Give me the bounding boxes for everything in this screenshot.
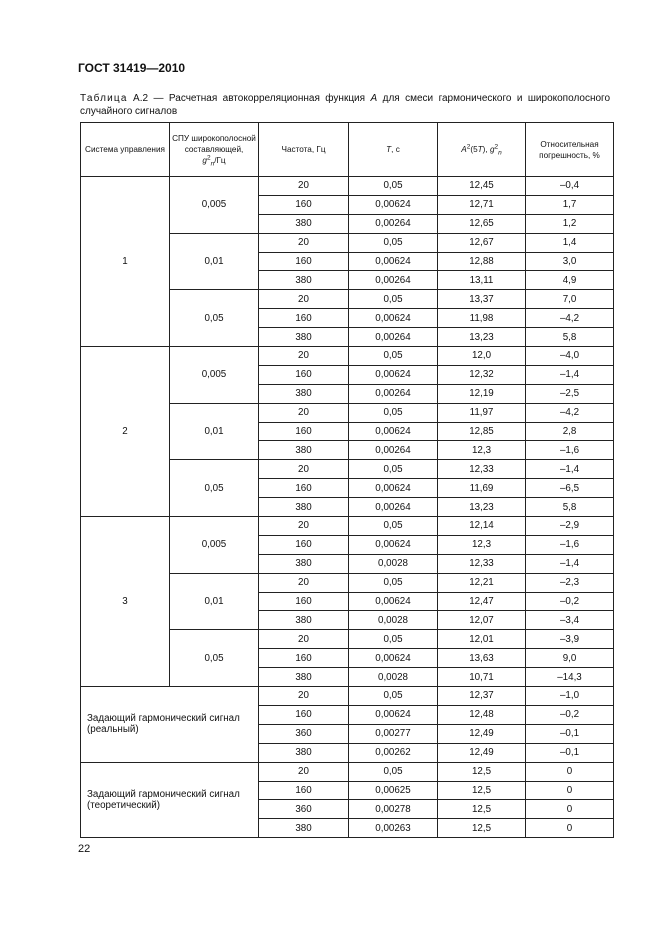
period-cell: 0,05	[349, 347, 438, 366]
table-header-row	[81, 123, 614, 177]
acf-cell: 12,67	[438, 233, 526, 252]
error-cell: 1,7	[526, 195, 614, 214]
frequency-cell: 380	[259, 441, 349, 460]
acf-cell: 12,5	[438, 781, 526, 800]
error-cell: 0	[526, 781, 614, 800]
error-cell: –3,9	[526, 630, 614, 649]
table-row	[81, 177, 614, 196]
acf-cell: 13,23	[438, 498, 526, 517]
header-acf-g-sub: n	[498, 149, 502, 157]
acf-cell: 12,33	[438, 554, 526, 573]
header-spu-text: СПУ широкополосной составляющей,	[172, 134, 256, 154]
caption-text-start: — Расчетная автокорреляционная функция	[153, 93, 366, 104]
period-cell: 0,00264	[349, 498, 438, 517]
spu-cell: 0,05	[170, 290, 259, 347]
acf-cell: 12,01	[438, 630, 526, 649]
frequency-cell: 380	[259, 214, 349, 233]
header-rel-error: Относительная погрешность, %	[526, 123, 614, 177]
frequency-cell: 380	[259, 328, 349, 347]
reference-signal-label: Задающий гармонический сигнал (реальный)	[81, 687, 259, 763]
period-cell: 0,05	[349, 233, 438, 252]
acf-cell: 12,65	[438, 214, 526, 233]
period-cell: 0,00624	[349, 535, 438, 554]
error-cell: –0,1	[526, 743, 614, 762]
acf-cell: 12,5	[438, 762, 526, 781]
acf-cell: 11,98	[438, 309, 526, 328]
acf-cell: 12,0	[438, 347, 526, 366]
table-row	[81, 762, 614, 781]
acf-cell: 11,97	[438, 403, 526, 422]
error-cell: –0,4	[526, 177, 614, 196]
period-cell: 0,00264	[349, 328, 438, 347]
period-cell: 0,05	[349, 460, 438, 479]
frequency-cell: 380	[259, 384, 349, 403]
period-cell: 0,00263	[349, 819, 438, 838]
error-cell: –2,3	[526, 573, 614, 592]
period-cell: 0,05	[349, 177, 438, 196]
frequency-cell: 360	[259, 724, 349, 743]
spu-cell: 0,05	[170, 460, 259, 517]
frequency-cell: 20	[259, 403, 349, 422]
error-cell: –0,2	[526, 705, 614, 724]
period-cell: 0,00278	[349, 800, 438, 819]
period-cell: 0,05	[349, 762, 438, 781]
acf-cell: 12,21	[438, 573, 526, 592]
period-cell: 0,00624	[349, 195, 438, 214]
header-system: Система управления	[81, 123, 170, 177]
period-cell: 0,00262	[349, 743, 438, 762]
header-acf-arg-close: ),	[482, 145, 488, 154]
frequency-cell: 20	[259, 573, 349, 592]
frequency-cell: 20	[259, 233, 349, 252]
table-row	[81, 347, 614, 366]
frequency-cell: 160	[259, 195, 349, 214]
frequency-cell: 20	[259, 630, 349, 649]
acf-cell: 12,5	[438, 800, 526, 819]
period-cell: 0,00264	[349, 271, 438, 290]
header-acf-g-sup: 2	[494, 143, 499, 151]
acf-cell: 12,49	[438, 743, 526, 762]
period-cell: 0,05	[349, 573, 438, 592]
frequency-cell: 160	[259, 535, 349, 554]
period-cell: 0,05	[349, 517, 438, 536]
frequency-cell: 20	[259, 460, 349, 479]
spu-cell: 0,005	[170, 517, 259, 574]
header-spu-sup: 2	[206, 154, 211, 162]
spu-cell: 0,05	[170, 630, 259, 687]
period-cell: 0,00624	[349, 365, 438, 384]
error-cell: –1,0	[526, 687, 614, 706]
acf-cell: 10,71	[438, 668, 526, 687]
acf-cell: 12,5	[438, 819, 526, 838]
frequency-cell: 160	[259, 649, 349, 668]
acf-cell: 12,71	[438, 195, 526, 214]
period-cell: 0,00264	[349, 441, 438, 460]
error-cell: –1,4	[526, 554, 614, 573]
frequency-cell: 380	[259, 819, 349, 838]
error-cell: –2,9	[526, 517, 614, 536]
error-cell: 3,0	[526, 252, 614, 271]
error-cell: –2,5	[526, 384, 614, 403]
header-acf-arg-symbol: T	[477, 145, 483, 154]
acf-cell: 12,32	[438, 365, 526, 384]
header-period	[349, 123, 438, 177]
document-id: ГОСТ 31419—2010	[78, 61, 186, 75]
header-period-symbol: T	[386, 145, 392, 154]
period-cell: 0,00277	[349, 724, 438, 743]
caption-label: Таблица	[80, 93, 128, 104]
acf-cell: 12,48	[438, 705, 526, 724]
frequency-cell: 160	[259, 309, 349, 328]
error-cell: 7,0	[526, 290, 614, 309]
error-cell: 4,9	[526, 271, 614, 290]
spu-cell: 0,01	[170, 233, 259, 290]
acf-cell: 12,85	[438, 422, 526, 441]
period-cell: 0,00624	[349, 422, 438, 441]
frequency-cell: 160	[259, 592, 349, 611]
frequency-cell: 160	[259, 252, 349, 271]
acf-cell: 13,63	[438, 649, 526, 668]
frequency-cell: 160	[259, 781, 349, 800]
table-row	[81, 687, 614, 706]
period-cell: 0,00624	[349, 649, 438, 668]
frequency-cell: 380	[259, 271, 349, 290]
period-cell: 0,0028	[349, 554, 438, 573]
acf-cell: 12,3	[438, 535, 526, 554]
acf-cell: 13,37	[438, 290, 526, 309]
header-spu-unit: /Гц	[214, 156, 226, 165]
acf-cell: 13,11	[438, 271, 526, 290]
error-cell: 2,8	[526, 422, 614, 441]
header-acf-symbol: A	[461, 145, 467, 154]
frequency-cell: 20	[259, 347, 349, 366]
table-caption	[80, 92, 610, 118]
header-spu	[170, 123, 259, 177]
period-cell: 0,00264	[349, 384, 438, 403]
acf-cell: 12,19	[438, 384, 526, 403]
error-cell: 0	[526, 800, 614, 819]
error-cell: –4,2	[526, 309, 614, 328]
frequency-cell: 360	[259, 800, 349, 819]
header-period-unit: , с	[391, 145, 400, 154]
acf-cell: 12,37	[438, 687, 526, 706]
system-cell: 2	[81, 347, 170, 517]
frequency-cell: 20	[259, 762, 349, 781]
frequency-cell: 160	[259, 705, 349, 724]
error-cell: –0,1	[526, 724, 614, 743]
header-spu-sub: n	[210, 160, 215, 168]
caption-text-end: для смеси гармонического и широкополосного случайного сигналов	[80, 93, 611, 117]
period-cell: 0,05	[349, 403, 438, 422]
frequency-cell: 380	[259, 611, 349, 630]
error-cell: 5,8	[526, 498, 614, 517]
header-acf	[438, 123, 526, 177]
spu-cell: 0,005	[170, 347, 259, 404]
error-cell: –4,2	[526, 403, 614, 422]
period-cell: 0,00624	[349, 252, 438, 271]
error-cell: –6,5	[526, 479, 614, 498]
error-cell: –4,0	[526, 347, 614, 366]
spu-cell: 0,005	[170, 177, 259, 234]
spu-cell: 0,01	[170, 573, 259, 630]
acf-cell: 12,45	[438, 177, 526, 196]
header-spu-symbol: g	[202, 156, 207, 165]
period-cell: 0,00624	[349, 705, 438, 724]
acf-cell: 12,49	[438, 724, 526, 743]
caption-number: А.2	[133, 93, 149, 104]
acf-cell: 12,33	[438, 460, 526, 479]
header-acf-arg: (5	[470, 145, 478, 154]
acf-table	[80, 122, 614, 838]
error-cell: –0,2	[526, 592, 614, 611]
header-frequency: Частота, Гц	[259, 123, 349, 177]
page-number: 22	[78, 843, 91, 855]
frequency-cell: 20	[259, 687, 349, 706]
acf-cell: 11,69	[438, 479, 526, 498]
spu-cell: 0,01	[170, 403, 259, 460]
error-cell: –1,6	[526, 535, 614, 554]
error-cell: –1,4	[526, 460, 614, 479]
period-cell: 0,0028	[349, 668, 438, 687]
error-cell: 1,4	[526, 233, 614, 252]
frequency-cell: 160	[259, 365, 349, 384]
frequency-cell: 160	[259, 422, 349, 441]
error-cell: 0	[526, 762, 614, 781]
reference-signal-label: Задающий гармонический сигнал (теоретический)	[81, 762, 259, 838]
error-cell: 1,2	[526, 214, 614, 233]
frequency-cell: 20	[259, 517, 349, 536]
acf-cell: 12,47	[438, 592, 526, 611]
table-row	[81, 517, 614, 536]
error-cell: 9,0	[526, 649, 614, 668]
acf-cell: 12,14	[438, 517, 526, 536]
period-cell: 0,00624	[349, 309, 438, 328]
system-cell: 1	[81, 177, 170, 347]
frequency-cell: 160	[259, 479, 349, 498]
error-cell: 5,8	[526, 328, 614, 347]
header-acf-sup: 2	[466, 143, 471, 151]
acf-cell: 12,88	[438, 252, 526, 271]
frequency-cell: 20	[259, 177, 349, 196]
error-cell: –14,3	[526, 668, 614, 687]
frequency-cell: 380	[259, 743, 349, 762]
acf-cell: 12,07	[438, 611, 526, 630]
period-cell: 0,05	[349, 630, 438, 649]
caption-symbol: A	[370, 93, 378, 104]
period-cell: 0,05	[349, 687, 438, 706]
period-cell: 0,0028	[349, 611, 438, 630]
frequency-cell: 20	[259, 290, 349, 309]
error-cell: –1,4	[526, 365, 614, 384]
frequency-cell: 380	[259, 554, 349, 573]
system-cell: 3	[81, 517, 170, 687]
acf-cell: 12,3	[438, 441, 526, 460]
period-cell: 0,00625	[349, 781, 438, 800]
period-cell: 0,00264	[349, 214, 438, 233]
header-acf-g: g	[489, 145, 495, 154]
error-cell: –3,4	[526, 611, 614, 630]
frequency-cell: 380	[259, 498, 349, 517]
period-cell: 0,00624	[349, 592, 438, 611]
acf-cell: 13,23	[438, 328, 526, 347]
period-cell: 0,00624	[349, 479, 438, 498]
error-cell: –1,6	[526, 441, 614, 460]
error-cell: 0	[526, 819, 614, 838]
period-cell: 0,05	[349, 290, 438, 309]
frequency-cell: 380	[259, 668, 349, 687]
